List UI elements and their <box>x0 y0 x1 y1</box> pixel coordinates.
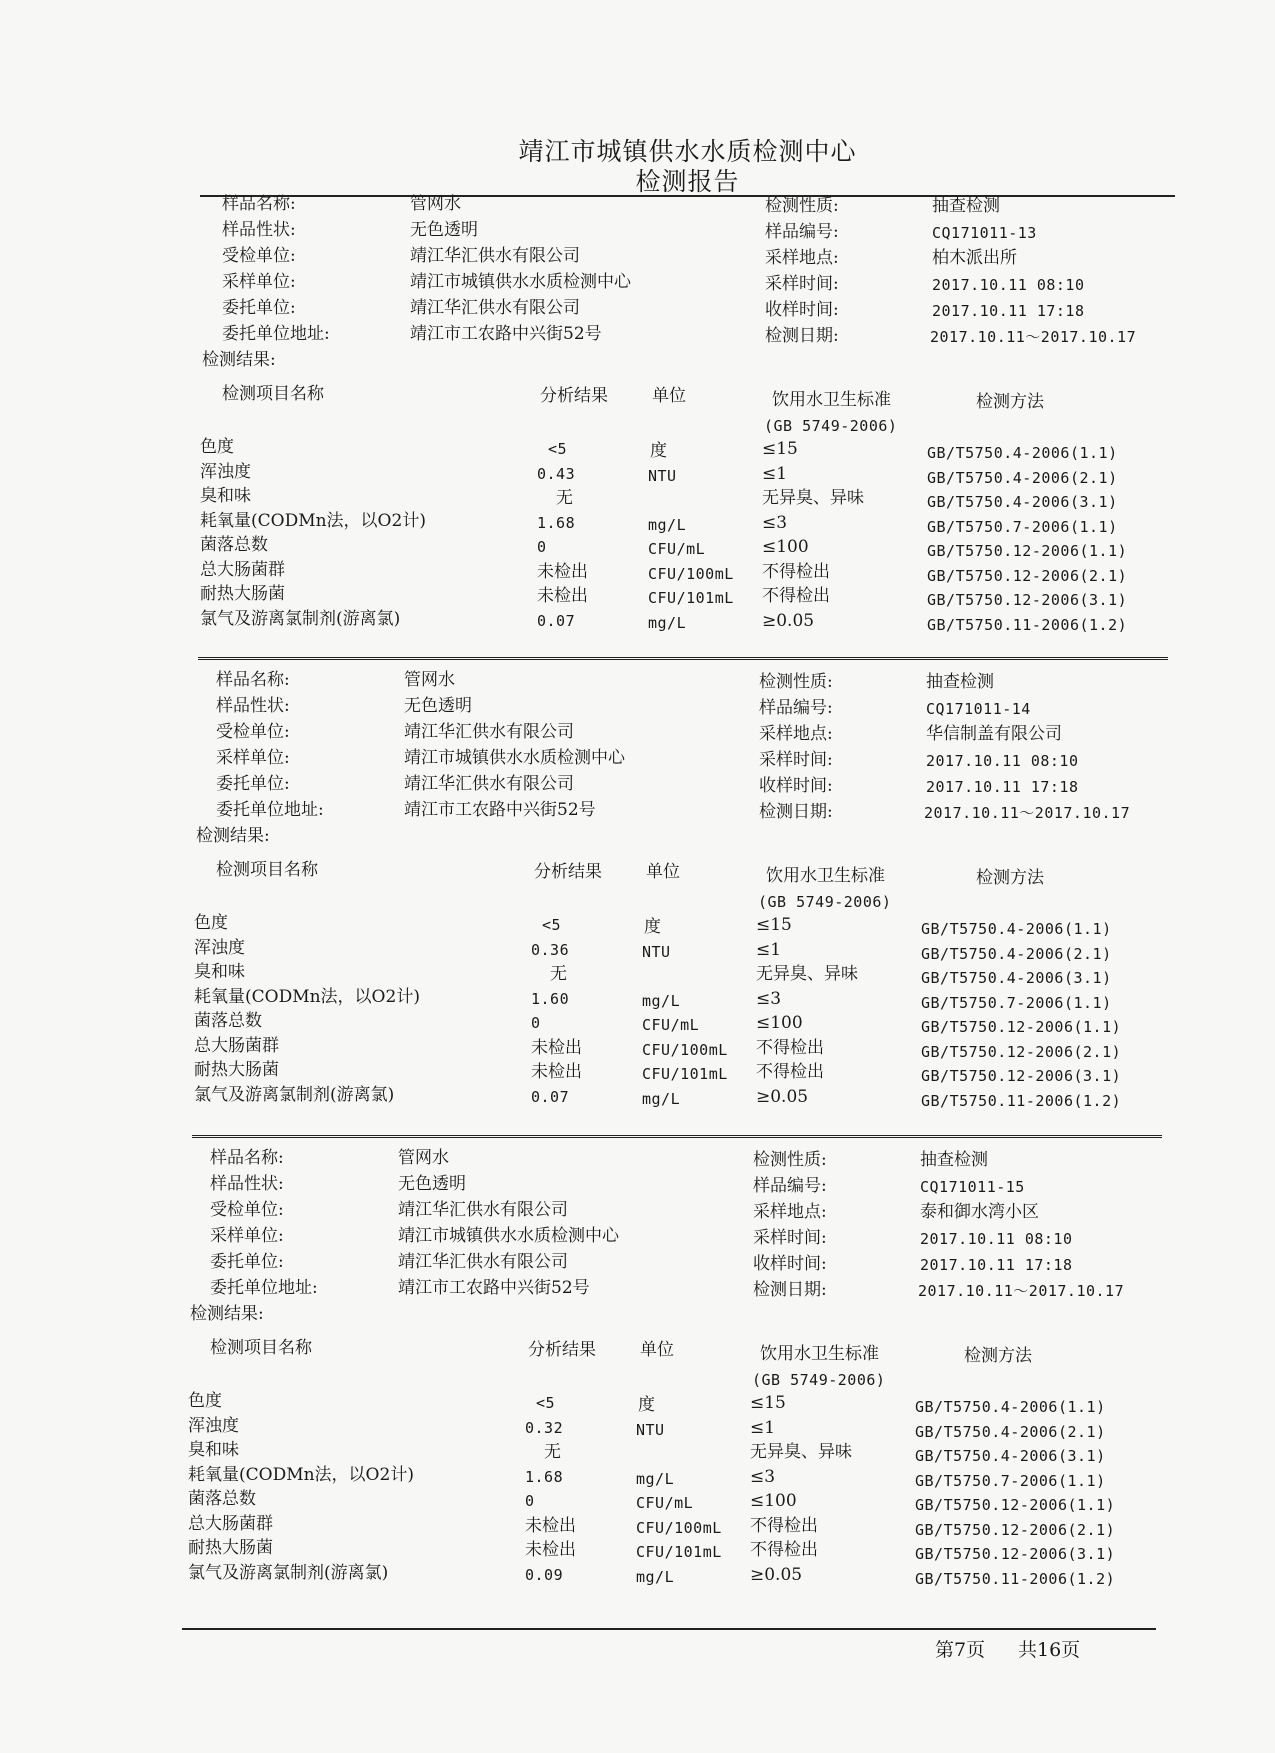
cell-unit: CFU/mL <box>642 1016 700 1034</box>
cell-standard: 不得检出 <box>756 1037 824 1058</box>
cell-standard: 不得检出 <box>750 1540 818 1560</box>
cell-standard: ≤1 <box>756 939 782 960</box>
cell-unit: NTU <box>636 1420 665 1439</box>
col-result-header: 分析结果 <box>528 1340 596 1360</box>
cell-result: 未检出 <box>525 1515 576 1536</box>
cell-item: 菌落总数 <box>188 1489 256 1509</box>
cell-standard: ≤100 <box>762 537 809 557</box>
label-sampling-unit: 采样单位: <box>216 748 290 768</box>
cell-unit: 度 <box>638 1395 655 1415</box>
cell-item: 总大肠菌群 <box>194 1035 279 1056</box>
col-standard-subheader: (GB 5749-2006) <box>764 417 898 435</box>
cell-method: GB/T5750.11-2006(1.2) <box>927 615 1128 634</box>
cell-standard: ≤100 <box>750 1491 797 1511</box>
label-sample-state: 样品性状: <box>222 220 296 240</box>
value-test-nature: 抽查检测 <box>932 196 1000 216</box>
cell-result: 0.07 <box>531 1087 570 1106</box>
cell-unit: CFU/100mL <box>642 1040 728 1059</box>
cell-standard: ≤1 <box>750 1417 776 1438</box>
label-sampling-location: 采样地点: <box>765 248 839 268</box>
table-row <box>0 486 1275 510</box>
cell-standard: ≤1 <box>762 463 788 484</box>
label-inspected-unit: 受检单位: <box>222 246 296 266</box>
table-row <box>0 962 1269 986</box>
cell-method: GB/T5750.11-2006(1.2) <box>921 1091 1122 1110</box>
cell-standard: ≤100 <box>756 1013 803 1033</box>
label-sampling-unit: 采样单位: <box>222 272 296 292</box>
cell-method: GB/T5750.12-2006(1.1) <box>915 1496 1116 1514</box>
label-inspected-unit: 受检单位: <box>216 722 290 742</box>
cell-item: 色度 <box>194 913 228 933</box>
cell-method: GB/T5750.7-2006(1.1) <box>915 1471 1106 1490</box>
cell-method: GB/T5750.4-2006(3.1) <box>915 1447 1106 1465</box>
label-test-nature: 检测性质: <box>765 196 839 216</box>
label-receiving-time: 收样时间: <box>759 776 833 796</box>
cell-unit: CFU/101mL <box>642 1065 728 1083</box>
label-client-address: 委托单位地址: <box>210 1278 318 1298</box>
cell-unit: 度 <box>644 917 661 937</box>
label-inspected-unit: 受检单位: <box>210 1200 284 1220</box>
cell-result: 1.60 <box>531 989 570 1008</box>
cell-standard: ≤3 <box>756 988 782 1009</box>
cell-standard: 不得检出 <box>762 586 830 606</box>
col-standard-subheader: (GB 5749-2006) <box>752 1371 886 1389</box>
table-row <box>0 1036 1269 1060</box>
page-number: 第7页 <box>935 1639 986 1661</box>
sample-block <box>0 1144 1263 1614</box>
col-unit-header: 单位 <box>640 1340 674 1360</box>
value-inspected-unit: 靖江华汇供水有限公司 <box>404 722 574 742</box>
value-sample-no: CQ171011-15 <box>920 1178 1025 1196</box>
cell-result: 0 <box>537 538 547 556</box>
cell-standard: 无异臭、异味 <box>750 1442 852 1462</box>
cell-unit: mg/L <box>642 991 681 1010</box>
value-sample-state: 无色透明 <box>404 696 472 716</box>
cell-standard: 不得检出 <box>756 1062 824 1082</box>
label-client-unit: 委托单位: <box>222 298 296 318</box>
col-item-header: 检测项目名称 <box>222 384 324 404</box>
value-client-address: 靖江市工农路中兴街52号 <box>404 800 596 820</box>
cell-result: 0.43 <box>537 464 576 483</box>
sample-block <box>0 190 1275 660</box>
cell-unit: CFU/mL <box>648 540 706 558</box>
cell-item: 氯气及游离氯制剂(游离氯) <box>200 608 401 629</box>
cell-standard: 不得检出 <box>762 561 830 582</box>
label-sampling-location: 采样地点: <box>759 724 833 744</box>
table-row <box>0 1011 1269 1035</box>
table-row <box>0 437 1275 461</box>
value-receiving-time: 2017.10.11 17:18 <box>926 778 1079 796</box>
cell-item: 耗氧量(CODMn法，以O2计) <box>194 986 420 1007</box>
value-sampling-location: 泰和御水湾小区 <box>920 1202 1039 1222</box>
cell-result: 1.68 <box>537 513 576 532</box>
table-row <box>0 1465 1263 1489</box>
value-test-date: 2017.10.11～2017.10.17 <box>930 328 1137 346</box>
col-standard-header: 饮用水卫生标准 <box>766 866 885 886</box>
cell-standard: ≥0.05 <box>762 610 815 631</box>
label-client-address: 委托单位地址: <box>216 800 324 820</box>
label-sampling-time: 采样时间: <box>759 750 833 770</box>
cell-result: 0.36 <box>531 940 570 959</box>
cell-standard: ≤3 <box>750 1466 776 1487</box>
cell-item: 总大肠菌群 <box>188 1513 273 1534</box>
label-test-date: 检测日期: <box>765 326 839 346</box>
sample-block <box>0 666 1269 1136</box>
cell-item: 氯气及游离氯制剂(游离氯) <box>194 1084 395 1105</box>
value-inspected-unit: 靖江华汇供水有限公司 <box>410 246 580 266</box>
value-client-address: 靖江市工农路中兴街52号 <box>410 324 602 344</box>
label-sample-state: 样品性状: <box>216 696 290 716</box>
cell-standard: ≤15 <box>756 915 792 935</box>
label-client-address: 委托单位地址: <box>222 324 330 344</box>
value-sampling-unit: 靖江市城镇供水水质检测中心 <box>410 272 631 292</box>
cell-method: GB/T5750.4-2006(3.1) <box>927 493 1118 511</box>
cell-item: 浑浊度 <box>200 461 251 482</box>
cell-method: GB/T5750.12-2006(2.1) <box>921 1042 1122 1061</box>
report-title: 靖江市城镇供水水质检测中心 <box>518 137 857 166</box>
value-sample-state: 无色透明 <box>410 220 478 240</box>
label-test-nature: 检测性质: <box>759 672 833 692</box>
cell-item: 耐热大肠菌 <box>188 1538 273 1558</box>
cell-method: GB/T5750.12-2006(3.1) <box>915 1545 1116 1563</box>
value-client-unit: 靖江华汇供水有限公司 <box>410 298 580 318</box>
cell-result: 1.68 <box>525 1467 564 1486</box>
label-receiving-time: 收样时间: <box>765 300 839 320</box>
cell-method: GB/T5750.4-2006(2.1) <box>927 468 1118 487</box>
cell-unit: CFU/100mL <box>636 1518 722 1537</box>
value-sampling-time: 2017.10.11 08:10 <box>926 752 1079 770</box>
cell-standard: ≤3 <box>762 512 788 533</box>
col-result-header: 分析结果 <box>534 862 602 882</box>
label-sampling-location: 采样地点: <box>753 1202 827 1222</box>
value-sample-no: CQ171011-13 <box>932 224 1037 242</box>
cell-method: GB/T5750.12-2006(2.1) <box>927 566 1128 585</box>
col-item-header: 检测项目名称 <box>216 860 318 880</box>
table-row <box>0 511 1275 535</box>
table-row <box>0 1060 1269 1084</box>
col-standard-subheader: (GB 5749-2006) <box>758 893 892 911</box>
cell-item: 耐热大肠菌 <box>194 1060 279 1080</box>
report-subtitle: 检测报告 <box>635 167 740 196</box>
cell-method: GB/T5750.12-2006(3.1) <box>927 591 1128 609</box>
cell-standard: 无异臭、异味 <box>756 964 858 984</box>
cell-result: <5 <box>548 440 568 458</box>
cell-item: 菌落总数 <box>194 1011 262 1031</box>
col-method-header: 检测方法 <box>964 1346 1032 1366</box>
cell-result: 无 <box>556 488 573 508</box>
cell-item: 臭和味 <box>188 1440 239 1460</box>
label-sample-no: 样品编号: <box>765 222 839 242</box>
label-test-date: 检测日期: <box>759 802 833 822</box>
block-divider <box>192 1135 1162 1141</box>
value-sampling-time: 2017.10.11 08:10 <box>932 276 1085 294</box>
label-test-date: 检测日期: <box>753 1280 827 1300</box>
table-row <box>0 1085 1269 1109</box>
cell-standard: ≥0.05 <box>756 1086 809 1107</box>
cell-method: GB/T5750.12-2006(1.1) <box>921 1018 1122 1036</box>
cell-result: 无 <box>544 1442 561 1462</box>
table-row <box>0 1538 1263 1562</box>
cell-method: GB/T5750.12-2006(3.1) <box>921 1067 1122 1085</box>
label-sampling-unit: 采样单位: <box>210 1226 284 1246</box>
cell-method: GB/T5750.4-2006(1.1) <box>921 920 1112 938</box>
cell-result: 0 <box>531 1014 541 1032</box>
cell-method: GB/T5750.4-2006(1.1) <box>927 444 1118 462</box>
cell-result: 无 <box>550 964 567 984</box>
cell-unit: 度 <box>650 441 667 461</box>
value-test-date: 2017.10.11～2017.10.17 <box>924 804 1131 822</box>
value-receiving-time: 2017.10.11 17:18 <box>920 1256 1073 1274</box>
block-divider <box>198 657 1168 663</box>
cell-item: 色度 <box>200 437 234 457</box>
cell-item: 菌落总数 <box>200 535 268 555</box>
cell-item: 臭和味 <box>200 486 251 506</box>
footer-rule <box>182 1628 1156 1630</box>
cell-unit: NTU <box>642 942 671 961</box>
col-standard-header: 饮用水卫生标准 <box>760 1344 879 1364</box>
value-client-unit: 靖江华汇供水有限公司 <box>404 774 574 794</box>
label-sample-no: 样品编号: <box>753 1176 827 1196</box>
cell-standard: ≤15 <box>750 1393 786 1413</box>
cell-standard: ≤15 <box>762 439 798 459</box>
cell-standard: ≥0.05 <box>750 1564 803 1585</box>
cell-unit: mg/L <box>636 1469 675 1488</box>
value-inspected-unit: 靖江华汇供水有限公司 <box>398 1200 568 1220</box>
col-unit-header: 单位 <box>652 386 686 406</box>
value-test-date: 2017.10.11～2017.10.17 <box>918 1282 1125 1300</box>
cell-item: 耗氧量(CODMn法，以O2计) <box>188 1464 414 1485</box>
label-results: 检测结果: <box>202 350 276 370</box>
cell-unit: NTU <box>648 466 677 485</box>
cell-unit: mg/L <box>648 613 687 632</box>
cell-unit: mg/L <box>642 1089 681 1108</box>
value-client-address: 靖江市工农路中兴街52号 <box>398 1278 590 1298</box>
col-item-header: 检测项目名称 <box>210 1338 312 1358</box>
cell-unit: mg/L <box>648 515 687 534</box>
value-sample-name: 管网水 <box>410 194 461 214</box>
col-result-header: 分析结果 <box>540 386 608 406</box>
label-test-nature: 检测性质: <box>753 1150 827 1170</box>
cell-unit: CFU/101mL <box>648 589 734 607</box>
label-sample-state: 样品性状: <box>210 1174 284 1194</box>
label-sample-name: 样品名称: <box>222 194 296 214</box>
cell-unit: CFU/100mL <box>648 564 734 583</box>
cell-result: 0 <box>525 1492 535 1510</box>
value-sample-name: 管网水 <box>404 670 455 690</box>
table-row <box>0 987 1269 1011</box>
value-sampling-location: 柏木派出所 <box>932 248 1017 268</box>
col-standard-header: 饮用水卫生标准 <box>772 390 891 410</box>
cell-result: 未检出 <box>525 1540 576 1560</box>
cell-result: 0.32 <box>525 1418 564 1437</box>
label-sample-no: 样品编号: <box>759 698 833 718</box>
table-row <box>0 1440 1263 1464</box>
table-row <box>0 609 1275 633</box>
value-sampling-unit: 靖江市城镇供水水质检测中心 <box>398 1226 619 1246</box>
label-client-unit: 委托单位: <box>210 1252 284 1272</box>
cell-item: 氯气及游离氯制剂(游离氯) <box>188 1562 389 1583</box>
cell-item: 总大肠菌群 <box>200 559 285 580</box>
table-row <box>0 535 1275 559</box>
cell-method: GB/T5750.4-2006(2.1) <box>921 944 1112 963</box>
table-row <box>0 1391 1263 1415</box>
value-test-nature: 抽查检测 <box>920 1150 988 1170</box>
value-sampling-time: 2017.10.11 08:10 <box>920 1230 1073 1248</box>
value-test-nature: 抽查检测 <box>926 672 994 692</box>
cell-method: GB/T5750.12-2006(2.1) <box>915 1520 1116 1539</box>
cell-result: 0.09 <box>525 1565 564 1584</box>
cell-method: GB/T5750.7-2006(1.1) <box>927 517 1118 536</box>
cell-item: 耐热大肠菌 <box>200 584 285 604</box>
label-results: 检测结果: <box>190 1304 264 1324</box>
label-results: 检测结果: <box>196 826 270 846</box>
cell-method: GB/T5750.4-2006(2.1) <box>915 1422 1106 1441</box>
cell-method: GB/T5750.7-2006(1.1) <box>921 993 1112 1012</box>
cell-standard: 无异臭、异味 <box>762 488 864 508</box>
table-row <box>0 1489 1263 1513</box>
label-client-unit: 委托单位: <box>216 774 290 794</box>
cell-result: <5 <box>542 916 562 934</box>
cell-unit: CFU/101mL <box>636 1543 722 1561</box>
col-method-header: 检测方法 <box>976 868 1044 888</box>
value-sampling-location: 华信制盖有限公司 <box>926 724 1062 744</box>
label-sample-name: 样品名称: <box>216 670 290 690</box>
table-row <box>0 938 1269 962</box>
table-row <box>0 1514 1263 1538</box>
table-row <box>0 1416 1263 1440</box>
cell-standard: 不得检出 <box>750 1515 818 1536</box>
value-client-unit: 靖江华汇供水有限公司 <box>398 1252 568 1272</box>
table-row <box>0 560 1275 584</box>
col-method-header: 检测方法 <box>976 392 1044 412</box>
table-row <box>0 913 1269 937</box>
page-total: 共16页 <box>1018 1639 1081 1661</box>
cell-item: 浑浊度 <box>194 937 245 958</box>
cell-method: GB/T5750.4-2006(3.1) <box>921 969 1112 987</box>
cell-item: 浑浊度 <box>188 1415 239 1436</box>
value-sample-state: 无色透明 <box>398 1174 466 1194</box>
page-footer <box>0 1640 1275 1670</box>
cell-method: GB/T5750.4-2006(1.1) <box>915 1398 1106 1416</box>
cell-result: 未检出 <box>537 561 588 582</box>
label-sampling-time: 采样时间: <box>765 274 839 294</box>
cell-unit: mg/L <box>636 1567 675 1586</box>
value-sampling-unit: 靖江市城镇供水水质检测中心 <box>404 748 625 768</box>
cell-method: GB/T5750.12-2006(1.1) <box>927 542 1128 560</box>
label-receiving-time: 收样时间: <box>753 1254 827 1274</box>
value-receiving-time: 2017.10.11 17:18 <box>932 302 1085 320</box>
value-sample-name: 管网水 <box>398 1148 449 1168</box>
cell-method: GB/T5750.11-2006(1.2) <box>915 1569 1116 1588</box>
cell-item: 臭和味 <box>194 962 245 982</box>
value-sample-no: CQ171011-14 <box>926 700 1031 718</box>
table-row <box>0 1563 1263 1587</box>
cell-item: 耗氧量(CODMn法，以O2计) <box>200 510 426 531</box>
label-sampling-time: 采样时间: <box>753 1228 827 1248</box>
cell-item: 色度 <box>188 1391 222 1411</box>
label-sample-name: 样品名称: <box>210 1148 284 1168</box>
cell-result: 0.07 <box>537 611 576 630</box>
cell-result: 未检出 <box>531 1062 582 1082</box>
cell-result: <5 <box>536 1394 556 1412</box>
col-unit-header: 单位 <box>646 862 680 882</box>
table-row <box>0 462 1275 486</box>
cell-result: 未检出 <box>531 1037 582 1058</box>
cell-result: 未检出 <box>537 586 588 606</box>
table-row <box>0 584 1275 608</box>
cell-unit: CFU/mL <box>636 1494 694 1512</box>
